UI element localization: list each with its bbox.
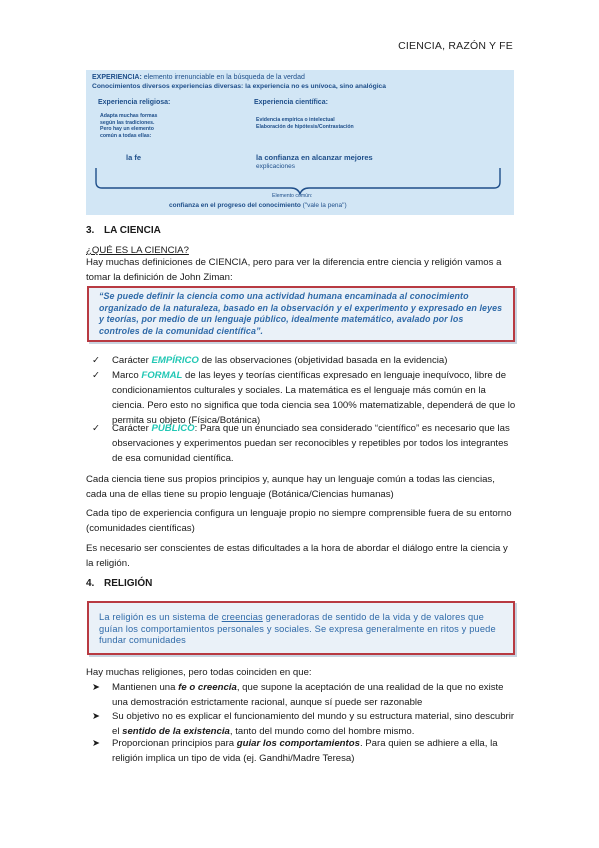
- list-item: ✓ Marco FORMAL de las leyes y teorías científicas expresado en lenguaje inequívoco, libre de condicionamientos culturales y sociales. La matemática es el lenguaje más común en la ciencia. Pero esto no significa que toda ciencia sea 100% matematizable, dependerá de que lo permita su objeto (Física/Botánica): [92, 370, 516, 426]
- list-item: ➤ Proporcionan principios para guiar los comportamientos. Para quien se adhiere a ella, la religión implica un tipo de vida (ej. Gandhi/Madre Teresa): [92, 738, 498, 764]
- arrow-bullet-icon: ➤: [92, 682, 101, 693]
- religion-definition-box: [87, 601, 515, 655]
- ziman-quote-text: “Se puede definir la ciencia como una actividad humana encaminada al conocimiento organizado de la naturaleza, basado en la observación y el experimento y expresado en leyes y teorías, por medio de un lenguaje público, idealmente matemático, avalado por los controles de la comunidad científica”.: [99, 291, 503, 336]
- figure-right-notes: Evidencia empírica o intelectual Elaboración de hipótesis/Contrastación: [256, 117, 354, 130]
- ciencia-question: ¿QUÉ ES LA CIENCIA?: [86, 245, 189, 256]
- ciencia-paragraph-1: Cada ciencia tiene sus propios principios y, aunque hay un lenguaje común a todas las ciencias, cada una de ellas tiene su propio lenguaje (Botánica/Ciencias humanas): [86, 474, 495, 500]
- ciencia-intro: Hay muchas definiciones de CIENCIA, pero para ver la diferencia entre ciencia y religión vamos a tomar la definición de John Ziman:: [86, 257, 502, 283]
- figure-common-text: confianza en el progreso del conocimiento ("vale la pena"): [169, 202, 347, 209]
- check-mark-icon: ✓: [92, 423, 101, 434]
- figure-right-heading: Experiencia científica:: [254, 99, 328, 106]
- figure-right-bold: la confianza en alcanzar mejores explicaciones: [256, 153, 373, 170]
- list-item: ➤ Mantienen una fe o creencia, que supone la aceptación de una realidad de la que no existe una demostración estrictamente racional, aunque sí puede ser razonable: [92, 682, 504, 708]
- arrow-bullet-icon: ➤: [92, 738, 101, 749]
- ciencia-paragraph-2: Cada tipo de experiencia configura un lenguaje propio no siempre comprensible fuera de su entorno (comunidades científicas): [86, 508, 512, 534]
- check-mark-icon: ✓: [92, 370, 101, 381]
- figure-left-bold: la fe: [126, 153, 142, 162]
- list-item: ✓ Carácter EMPÍRICO de las observaciones (objetividad basada en la evidencia): [92, 355, 448, 366]
- religion-intro: Hay muchas religiones, pero todas coinciden en que:: [86, 667, 312, 678]
- section-3-heading: 3. LA CIENCIA: [86, 225, 161, 236]
- experience-diagram: [86, 70, 514, 215]
- figure-left-heading: Experiencia religiosa:: [98, 99, 171, 106]
- ziman-quote-box: [87, 286, 515, 342]
- figure-left-notes: Adapta muchas formas según las tradiciones. Pero hay un elemento común a todas ellas:: [100, 113, 158, 139]
- check-mark-icon: ✓: [92, 355, 101, 366]
- ciencia-paragraph-3: Es necesario ser conscientes de estas dificultades a la hora de abordar el diálogo entre la ciencia y la religión.: [86, 543, 508, 569]
- list-item: ✓ Carácter PÚBLICO: Para que un enunciado sea considerado “científico” es necesario que las observaciones y experimentos puedan ser reconocibles y repetibles por todos los integrantes de esa comunidad científica.: [92, 423, 510, 464]
- figure-line-2: Conocimientos diversos experiencias diversas: la experiencia no es unívoca, sino analógica: [92, 83, 386, 90]
- arrow-bullet-icon: ➤: [92, 711, 101, 722]
- religion-definition-text: La religión es un sistema de creencias generadoras de sentido de la vida y de valores que guían los comportamientos personales y sociales. Se expresa generalmente en ritos y puede fundar comunidades: [99, 612, 496, 645]
- section-4-heading: 4. RELIGIÓN: [86, 578, 153, 589]
- list-item: ➤ Su objetivo no es explicar el funcionamiento del mundo y su estructura material, sino descubrir el sentido de la existencia, tanto del mundo como del hombre mismo.: [92, 711, 515, 737]
- figure-line-1: EXPERIENCIA: elemento irrenunciable en la búsqueda de la verdad: [92, 74, 305, 81]
- figure-common-label: Elemento común:: [272, 193, 313, 199]
- page-header: CIENCIA, RAZÓN Y FE: [398, 40, 513, 52]
